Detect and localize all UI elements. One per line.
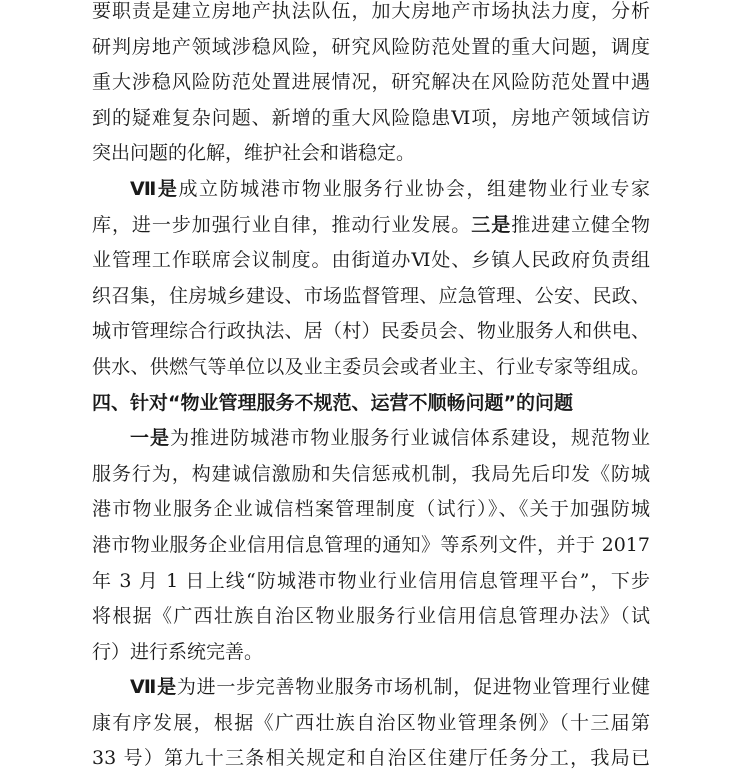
- text-line: [92, 30, 650, 66]
- bold-lead-text: 三是: [471, 213, 512, 236]
- document-page: [92, 0, 650, 777]
- text-line: [92, 172, 650, 208]
- text-line: [92, 706, 650, 742]
- line-text: 行）进行系统完善。: [92, 640, 264, 663]
- text-line: [92, 136, 650, 172]
- text-line: [92, 0, 650, 30]
- line-text: 研判房地产领域涉稳风险，研究风险防范处置的重大问题，调度: [92, 35, 650, 58]
- text-line: [92, 635, 650, 671]
- text-line: [92, 670, 650, 706]
- line-text: 重大涉稳风险防范处置进展情况，研究解决在风险防范处置中遇: [92, 71, 650, 94]
- bold-lead-text: Ⅶ是: [130, 177, 179, 200]
- line-text: 成立防城港市物业服务行业协会，组建物业行业专家: [178, 177, 650, 200]
- line-text: 业管理工作联席会议制度。由街道办Ⅵ处、乡镇人民政府负责组: [92, 249, 650, 272]
- text-line: [92, 65, 650, 101]
- text-line: [92, 528, 650, 564]
- line-text: 供水、供燃气等单位以及业主委员会或者业主、行业专家等组成。: [92, 355, 650, 378]
- line-text: 突出问题的化解，维护社会和谐稳定。: [92, 142, 416, 165]
- line-text: 为进一步完善物业服务市场机制，促进物业管理行业健: [176, 676, 650, 699]
- line-text: 年 3 月 1 日上线“防城港市物业行业信用信息管理平台”，下步: [92, 569, 650, 592]
- line-text: 港市物业服务企业信用信息管理的通知》等系列文件，并于 2017: [92, 533, 650, 556]
- text-line: [92, 101, 650, 137]
- text-line: [92, 243, 650, 279]
- bold-lead-text: 一是: [130, 427, 171, 450]
- text-line: [92, 421, 650, 457]
- text-line: [92, 492, 650, 528]
- line-text: 港市物业服务企业诚信档案管理制度（试行）》、《关于加强防城: [92, 498, 650, 521]
- text-line: [92, 208, 650, 244]
- line-text: 织召集，住房城乡建设、市场监督管理、应急管理、公安、民政、: [92, 284, 650, 307]
- text-line: [92, 457, 650, 493]
- line-text: 推进建立健全物: [511, 213, 650, 236]
- line-text: 康有序发展，根据《广西壮族自治区物业管理条例》（十三届第: [92, 711, 650, 734]
- line-text: 为推进防城港市物业服务行业诚信体系建设，规范物业: [170, 427, 650, 450]
- line-text: 33 号）第九十三条相关规定和自治区住建厅任务分工，我局已: [92, 747, 650, 770]
- text-line: [92, 350, 650, 386]
- line-text: 库，进一步加强行业自律，推动行业发展。: [92, 213, 472, 236]
- line-text: 四、针对“物业管理服务不规范、运营不顺畅问题”的问题: [92, 391, 573, 414]
- text-line: [92, 314, 650, 350]
- section-heading: [92, 386, 650, 422]
- text-line: [92, 741, 650, 777]
- text-line: [92, 279, 650, 315]
- text-line: [92, 564, 650, 600]
- line-text: 城市管理综合行政执法、居（村）民委员会、物业服务人和供电、: [92, 320, 650, 343]
- line-text: 将根据《广西壮族自治区物业服务行业信用信息管理办法》（试: [92, 605, 650, 628]
- line-text: 服务行为，构建诚信激励和失信惩戒机制，我局先后印发《防城: [92, 462, 650, 485]
- line-text: 要职责是建立房地产执法队伍，加大房地产市场执法力度，分析: [92, 0, 650, 22]
- line-text: 到的疑难复杂问题、新增的重大风险隐患Ⅵ项，房地产领域信访: [92, 106, 650, 129]
- text-line: [92, 599, 650, 635]
- bold-lead-text: Ⅶ是: [130, 676, 177, 699]
